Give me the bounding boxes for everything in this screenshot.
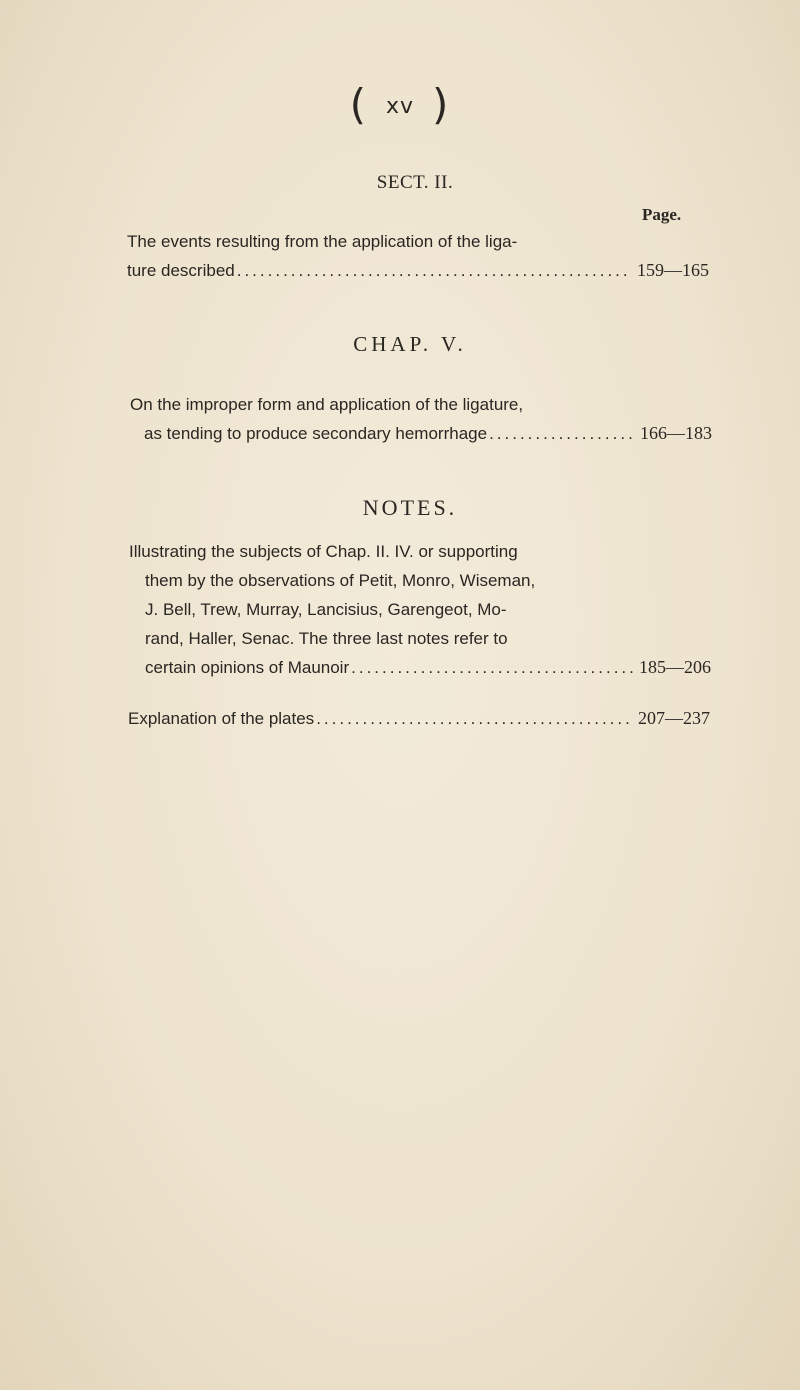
- toc-line-last: [130, 419, 736, 448]
- section-heading-chap-v: CHAP. V.: [353, 332, 467, 356]
- dot-leader: [235, 256, 631, 285]
- toc-line-last: [128, 704, 734, 733]
- dot-leader: [487, 419, 634, 448]
- toc-line: [130, 390, 736, 419]
- dot-leader: [349, 653, 633, 682]
- toc-line: [129, 537, 735, 566]
- toc-line-last: [129, 653, 735, 682]
- section-heading-sect-ii: SECT. II.: [376, 172, 454, 193]
- toc-line-text: The events resulting from the application of the liga-: [127, 232, 518, 251]
- toc-line-text: rand, Haller, Senac. The three last notes refer to: [145, 629, 508, 648]
- page-header: [0, 80, 800, 129]
- toc-entry-plates: [128, 704, 734, 733]
- toc-line: [129, 624, 735, 653]
- close-paren: ): [432, 80, 451, 129]
- toc-entry-notes: [129, 537, 735, 682]
- dot-leader: [314, 704, 632, 733]
- toc-line-text: On the improper form and application of the ligature,: [130, 395, 524, 414]
- toc-line-text: as tending to produce secondary hemorrhage: [144, 424, 488, 443]
- toc-line-text: Explanation of the plates: [128, 709, 315, 728]
- toc-line: [129, 566, 735, 595]
- page-range: 207—237: [638, 708, 710, 728]
- page-column-label: Page.: [642, 205, 682, 224]
- toc-entry-chap-v: [130, 390, 736, 448]
- toc-line-text: them by the observations of Petit, Monro, Wiseman,: [145, 571, 536, 590]
- toc-line-text: J. Bell, Trew, Murray, Lancisius, Garengeot, Mo-: [145, 600, 507, 619]
- toc-line-text: Illustrating the subjects of Chap. II. IV. or supporting: [129, 542, 518, 561]
- toc-line-text: ture described: [127, 261, 235, 280]
- page-range: 159—165: [637, 260, 709, 280]
- toc-entry-sect-ii: [127, 227, 733, 285]
- toc-line: [127, 227, 733, 256]
- page-range: 185—206: [639, 657, 711, 677]
- open-paren: (: [349, 80, 368, 129]
- toc-line: [129, 595, 735, 624]
- page-numeral: xv: [385, 94, 415, 119]
- toc-line-last: [127, 256, 733, 285]
- page-range: 166—183: [640, 423, 712, 443]
- toc-line-text: certain opinions of Maunoir: [145, 658, 350, 677]
- section-heading-notes: NOTES.: [362, 495, 458, 520]
